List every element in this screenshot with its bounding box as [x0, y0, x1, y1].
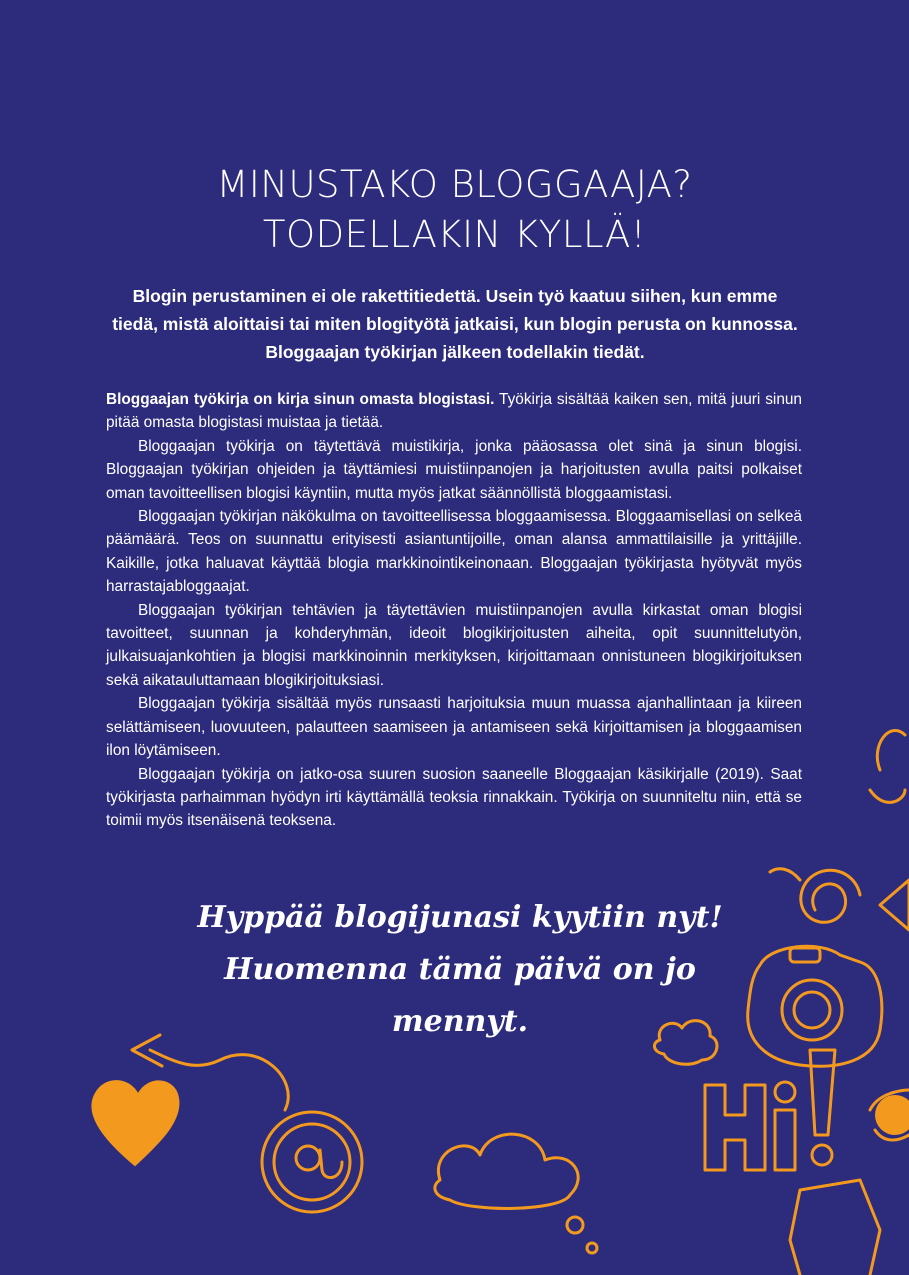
loop-doodle-icon	[870, 730, 905, 802]
body-paragraph-3: Bloggaajan työkirjan näkökulma on tavoitteellisessa bloggaamisessa. Bloggaamisellasi on selkeä päämäärä. Teos on suunnattu erityisesti asiantuntijoille, oman alansa ammattilaisille ja yrittäjille. Kaikille, jotka haluavat käyttää blogia markkinointikeinonaan. Bloggaajan työkirjasta hyötyvät myös harrastajabloggaajat.	[106, 508, 802, 596]
spiral-icon	[801, 870, 860, 922]
triangle-flag-icon	[880, 880, 909, 930]
lead-paragraph: Blogin perustaminen ei ole rakettitiedettä. Usein työ kaatuu siihen, kun emme tiedä, mistä aloittaisi tai miten blogityötä jatkaisi, kun blogin perusta on kunnossa. Bloggaajan työkirjan jälkeen todellakin tiedät.	[112, 286, 798, 362]
body-paragraph-1-rest: Työkirja sisältää kaiken sen, mitä juuri sinun pitää omasta blogistasi muistaa ja tietää.	[106, 391, 802, 432]
ball-icon	[875, 1095, 909, 1135]
heart-icon	[92, 1081, 178, 1165]
box-doodle-icon	[790, 1180, 880, 1275]
hi-letters-icon	[705, 1050, 835, 1170]
cloud-icon	[435, 1134, 578, 1208]
body-paragraph-1-bold: Bloggaajan työkirja on kirja sinun omasta blogistasi.	[106, 391, 495, 408]
swirl-arrow-icon	[770, 869, 800, 880]
title-line-2: TODELLAKIN KYLLÄ!	[262, 213, 647, 256]
body-paragraph-4: Bloggaajan työkirjan tehtävien ja täytettävien muistiinpanojen avulla kirkastat oman blogisi tavoitteet, suunnan ja kohderyhmän, ideoit blogikirjoitusten aiheita, opit suunnittelutyön, julkaisuajankohtien ja blogisi markkinoinnin merkityksen, kirjoittamaan onnistuneen blogikirjoituksen sekä aikatauluttamaan blogikirjoituksiasi.	[106, 601, 802, 689]
slogan-line-1: Hyppää blogijunasi kyytiin nyt!	[197, 900, 723, 935]
arrow-head-icon	[132, 1035, 162, 1066]
body-paragraph-2: Bloggaajan työkirja on täytettävä muistikirja, jonka pääosassa olet sinä ja sinun blogisi. Bloggaajan työkirjan ohjeiden ja täyttämiesi muistiinpanojen ja harjoitusten avulla paitsi polkaiset oman tavoitteellisen blogisi käyntiin, mutta myös jatkat säännöllistä bloggaamistasi.	[106, 437, 802, 502]
camera-icon	[748, 946, 882, 1066]
small-cloud-icon	[654, 1021, 717, 1065]
thought-bubble-icon	[567, 1217, 583, 1233]
thought-bubble-small-icon	[587, 1243, 597, 1253]
slogan-line-2: Huomenna tämä päivä on jo mennyt.	[224, 952, 696, 1039]
at-sign-icon	[262, 1112, 362, 1212]
body-paragraph-6: Bloggaajan työkirja on jatko-osa suuren suosion saaneelle Bloggaajan käsikirjalle (2019). Saat työkirjasta parhaimman hyödyn irti käyttämällä teoksia rinnakkain. Työkirja on suunniteltu niin, että se toimii myös itsenäisenä teoksena.	[106, 765, 802, 830]
body-paragraph-5: Bloggaajan työkirja sisältää myös runsaasti harjoituksia muun muassa ajanhallintaan ja kiireen selättämiseen, luovuuteen, palautteen saamiseen ja antamiseen sekä kirjoittamisen ja bloggaamisen ilon löytämiseen.	[106, 695, 802, 760]
title-line-1: MINUSTAKO BLOGGAAJA?	[216, 163, 693, 206]
